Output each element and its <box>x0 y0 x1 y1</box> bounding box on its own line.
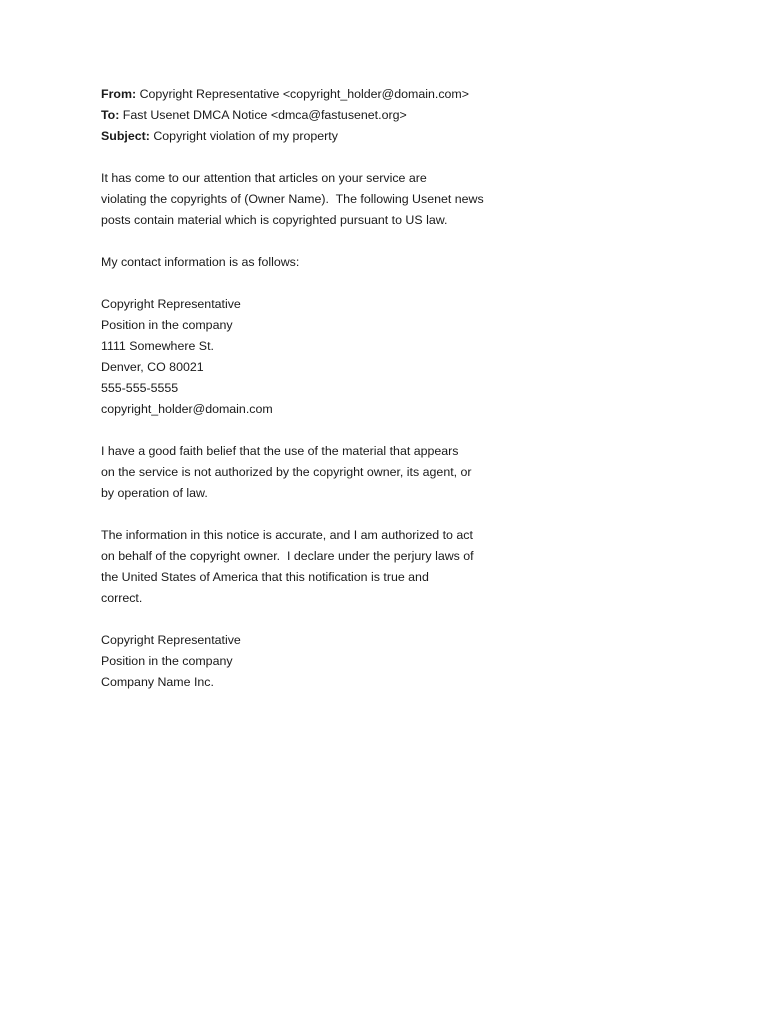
accuracy-line: on behalf of the copyright owner. I declare under the perjury laws of <box>101 549 474 563</box>
to-line <box>101 105 701 126</box>
intro-line: violating the copyrights of (Owner Name). The following Usenet news <box>101 192 484 206</box>
spacer <box>101 504 701 525</box>
accuracy-line: correct. <box>101 591 143 605</box>
signature-company: Company Name Inc. <box>101 675 214 689</box>
from-label: From: <box>101 87 137 101</box>
signature-name: Copyright Representative <box>101 633 241 647</box>
intro-line: posts contain material which is copyrighted pursuant to US law. <box>101 213 448 227</box>
signature-position: Position in the company <box>101 654 233 668</box>
subject-line <box>101 126 701 147</box>
from-line <box>101 84 701 105</box>
contact-phone: 555-555-5555 <box>101 381 179 395</box>
contact-city: Denver, CO 80021 <box>101 360 204 374</box>
good-faith-line: by operation of law. <box>101 486 208 500</box>
contact-name: Copyright Representative <box>101 297 241 311</box>
spacer <box>101 609 701 630</box>
contact-intro: My contact information is as follows: <box>101 255 300 269</box>
spacer <box>101 420 701 441</box>
to-label: To: <box>101 108 120 122</box>
subject-label: Subject: <box>101 129 150 143</box>
spacer <box>101 231 701 252</box>
from-value: Copyright Representative <copyright_holder@domain.com> <box>139 87 469 101</box>
good-faith-line: I have a good faith belief that the use of the material that appears <box>101 444 459 458</box>
accuracy-line: The information in this notice is accurate, and I am authorized to act <box>101 528 473 542</box>
good-faith-line: on the service is not authorized by the copyright owner, its agent, or <box>101 465 472 479</box>
spacer <box>101 273 701 294</box>
email-notice <box>101 84 701 693</box>
subject-value: Copyright violation of my property <box>153 129 338 143</box>
contact-street: 1111 Somewhere St. <box>101 339 214 353</box>
contact-email: copyright_holder@domain.com <box>101 402 273 416</box>
accuracy-line: the United States of America that this notification is true and <box>101 570 429 584</box>
intro-line: It has come to our attention that articles on your service are <box>101 171 427 185</box>
contact-position: Position in the company <box>101 318 233 332</box>
to-value: Fast Usenet DMCA Notice <dmca@fastusenet.org> <box>122 108 407 122</box>
spacer <box>101 147 701 168</box>
